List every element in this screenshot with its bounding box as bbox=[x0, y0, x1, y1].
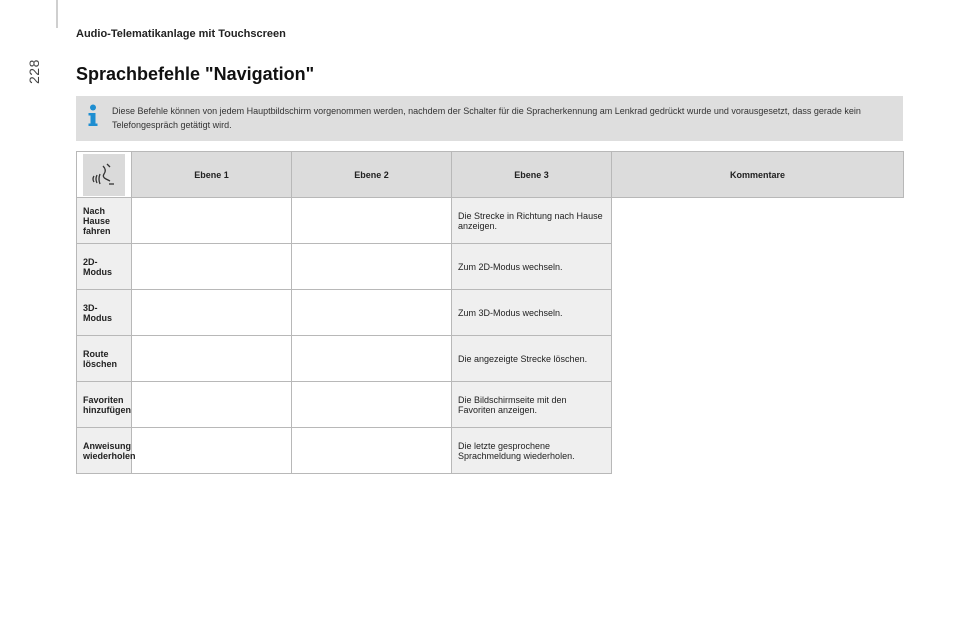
side-rule bbox=[56, 0, 58, 28]
level3-cell bbox=[292, 382, 452, 428]
info-box bbox=[76, 96, 903, 141]
level3-cell bbox=[292, 198, 452, 244]
level1-cell: Favoriten hinzufügen bbox=[77, 382, 132, 428]
header-ebene-2: Ebene 2 bbox=[292, 152, 452, 198]
voice-command-icon bbox=[83, 154, 125, 196]
page-number: 228 bbox=[26, 59, 42, 84]
level2-cell bbox=[132, 336, 292, 382]
comment-cell: Die angezeigte Strecke löschen. bbox=[452, 336, 612, 382]
table-row bbox=[77, 244, 904, 290]
level1-cell: 2D-Modus bbox=[77, 244, 132, 290]
level1-cell: Anweisung wiederholen bbox=[77, 428, 132, 474]
table-row bbox=[77, 336, 904, 382]
level2-cell bbox=[132, 428, 292, 474]
level2-cell bbox=[132, 198, 292, 244]
info-icon bbox=[86, 104, 100, 126]
level2-cell bbox=[132, 382, 292, 428]
level3-cell bbox=[292, 290, 452, 336]
voice-icon-cell bbox=[77, 152, 132, 198]
page-title: Sprachbefehle "Navigation" bbox=[76, 64, 315, 84]
chapter-heading: Audio-Telematikanlage mit Touchscreen bbox=[76, 28, 286, 40]
comment-cell: Die Bildschirmseite mit den Favoriten anzeigen. bbox=[452, 382, 612, 428]
table-row bbox=[77, 198, 904, 244]
table-row bbox=[77, 290, 904, 336]
level1-cell: Route löschen bbox=[77, 336, 132, 382]
commands-table bbox=[76, 151, 904, 474]
level3-cell bbox=[292, 336, 452, 382]
voice-command-icon-glyph bbox=[83, 154, 125, 196]
comment-cell: Zum 3D-Modus wechseln. bbox=[452, 290, 612, 336]
comment-cell: Die letzte gesprochene Sprachmeldung wiederholen. bbox=[452, 428, 612, 474]
comment-cell: Zum 2D-Modus wechseln. bbox=[452, 244, 612, 290]
header-kommentare: Kommentare bbox=[612, 152, 904, 198]
table-row bbox=[77, 428, 904, 474]
level3-cell bbox=[292, 428, 452, 474]
header-ebene-3: Ebene 3 bbox=[452, 152, 612, 198]
level2-cell bbox=[132, 244, 292, 290]
level1-cell: 3D-Modus bbox=[77, 290, 132, 336]
table-header-row bbox=[77, 152, 904, 198]
header-ebene-1: Ebene 1 bbox=[132, 152, 292, 198]
level2-cell bbox=[132, 290, 292, 336]
table-row bbox=[77, 382, 904, 428]
info-text: Diese Befehle können von jedem Hauptbildschirm vorgenommen werden, nachdem der Schalter für die Spracherkennung am Lenkrad gedrückt wurde und vorausgesetzt, dass gerade kein Telefongespräch getätigt wird. bbox=[112, 106, 861, 130]
level1-cell: Nach Hause fahren bbox=[77, 198, 132, 244]
comment-cell: Die Strecke in Richtung nach Hause anzeigen. bbox=[452, 198, 612, 244]
level3-cell bbox=[292, 244, 452, 290]
